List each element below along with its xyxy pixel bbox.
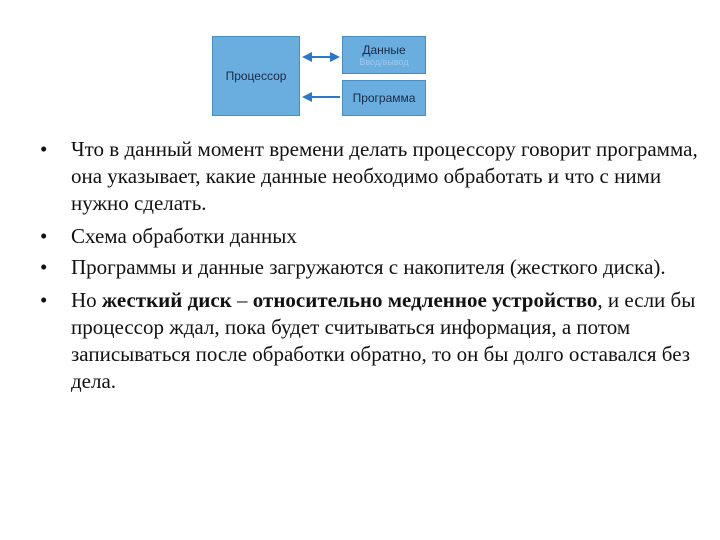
list-item: [40, 287, 700, 395]
list-item: [40, 136, 700, 217]
list-item: [40, 254, 700, 281]
processor-label: Процессор: [225, 69, 287, 83]
bullet-text: Что в данный момент времени делать процессору говорит программа, она указывает, какие данные необходимо обработать и что с ними нужно сделать.: [71, 137, 698, 215]
double-arrow-icon: [302, 52, 340, 62]
bullet-text-part: , и если бы процессор ждал, пока будет считываться информация, а потом записываться после обработки обратно, то он бы долго оставался без дела.: [71, 288, 696, 393]
bullet-dot: •: [40, 288, 48, 312]
bullet-dot: •: [40, 224, 48, 248]
bullet-text-part: Но: [71, 288, 102, 312]
bullet-dot: •: [40, 255, 48, 279]
bullet-dot: •: [40, 137, 48, 161]
data-label: Данные: [362, 43, 406, 57]
bullet-bold-term: жесткий диск: [101, 288, 232, 312]
bullet-text: Программы и данные загружаются с накопителя (жесткого диска).: [71, 255, 666, 279]
program-label: Программа: [352, 91, 416, 105]
left-arrow-icon: [302, 92, 340, 102]
bullet-text-part: –: [231, 288, 253, 312]
diagram-arrows: [0, 0, 720, 130]
bullet-bold-term: относительно медленное устройство: [252, 288, 598, 312]
list-item: [40, 223, 700, 250]
bullet-text: Схема обработки данных: [71, 224, 297, 248]
data-sublabel: Ввод/вывод: [359, 57, 409, 67]
cpu-data-program-diagram: [0, 0, 720, 130]
bullet-list: [40, 136, 700, 401]
